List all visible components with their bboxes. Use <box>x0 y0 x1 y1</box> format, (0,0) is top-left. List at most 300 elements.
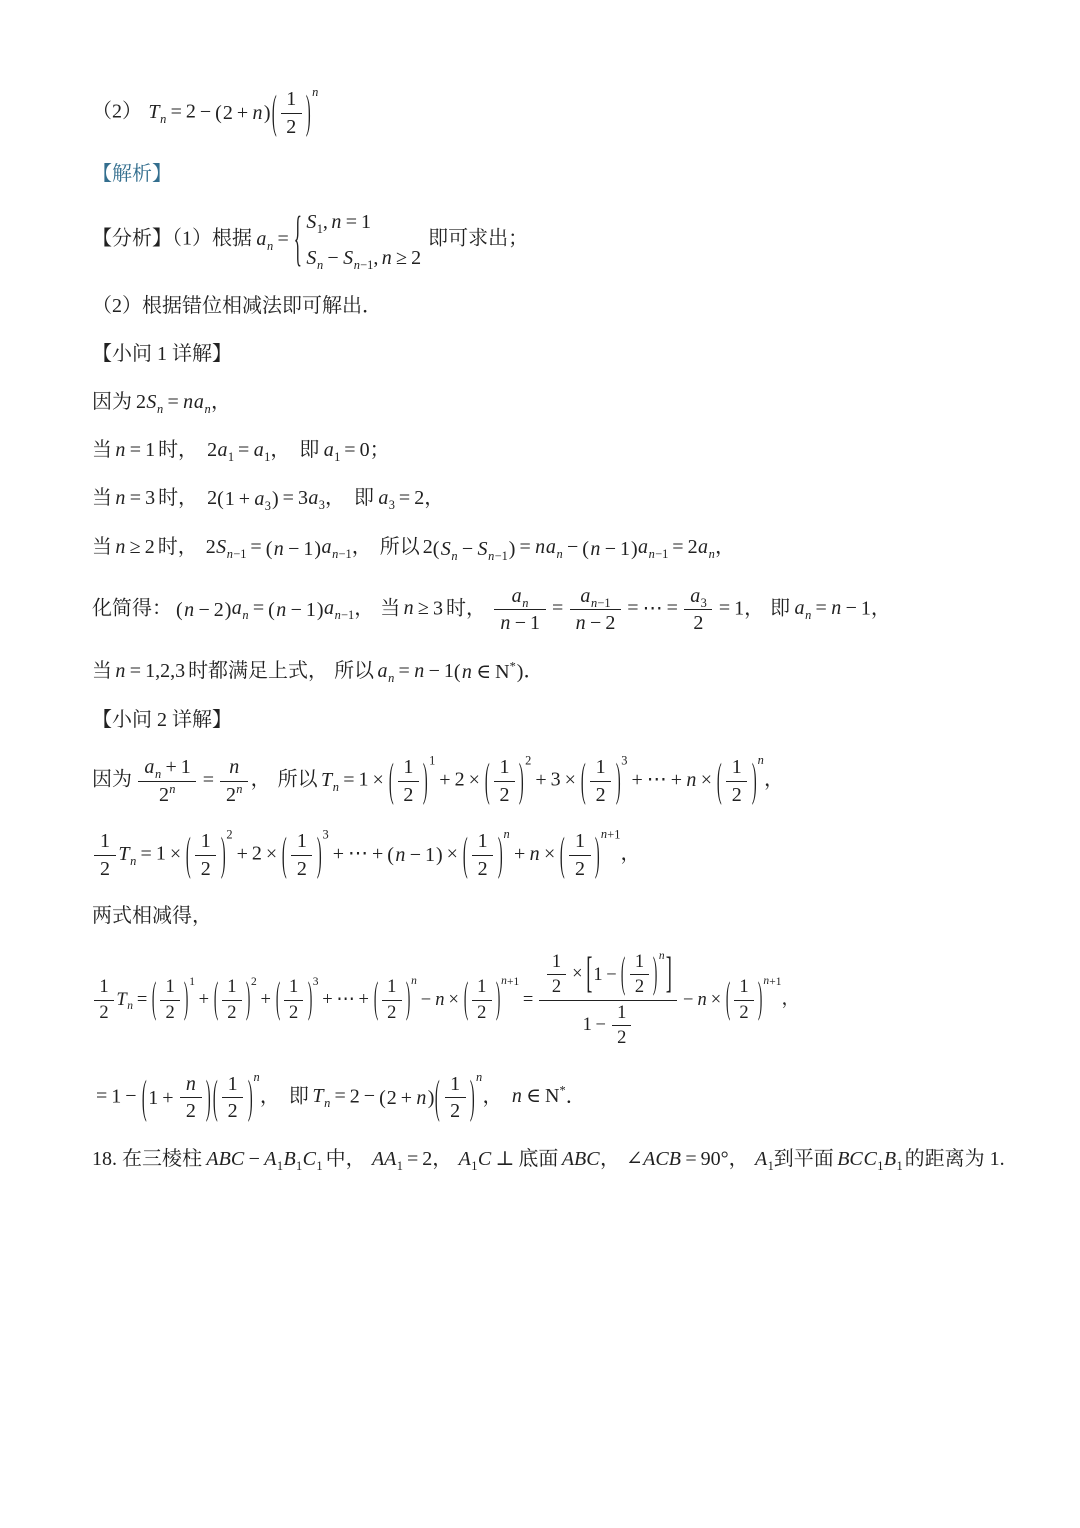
math-text: 1 <box>189 975 195 988</box>
math-subscript <box>217 438 235 464</box>
math-fraction <box>684 583 712 637</box>
math-text: 【解析】 <box>92 162 172 185</box>
math-subscript <box>323 597 355 623</box>
math-operator: − <box>288 537 300 560</box>
math-text: 2 <box>693 612 704 635</box>
math-operator: − <box>590 612 602 635</box>
math-subscript <box>377 659 395 685</box>
subquestion1-heading <box>92 340 990 368</box>
math-text: 2 <box>227 1100 238 1123</box>
math-text: 3 <box>312 975 319 988</box>
math-variable: n <box>575 612 586 635</box>
math-operator: − <box>409 844 421 867</box>
math-text: 1 <box>450 1072 461 1095</box>
math-operator: − <box>428 659 440 682</box>
math-text: 1 <box>877 1158 884 1173</box>
math-text: 1 <box>619 537 630 560</box>
math-operator: = <box>398 486 411 509</box>
math-operator: − <box>514 612 526 635</box>
step-n-equals-3 <box>92 484 990 513</box>
math-paren: ( n − 1 ) <box>268 596 323 624</box>
math-operator: = <box>250 536 262 559</box>
math-variable: n <box>501 975 507 988</box>
math-text: 1 <box>155 842 166 865</box>
math-variable: B <box>883 1147 897 1170</box>
math-variable: a <box>231 597 242 620</box>
math-subscript <box>302 1147 323 1173</box>
math-paren: ( $\frac{1}{2}$ ) <box>271 87 311 139</box>
math-fraction <box>590 754 611 808</box>
math-text: 因为 <box>92 768 132 791</box>
analysis-part1-line <box>92 208 990 272</box>
math-operator: = <box>672 536 684 559</box>
math-operator: + <box>513 842 526 865</box>
math-variable: n <box>461 661 472 683</box>
math-variable: n <box>353 257 360 272</box>
math-variable: n <box>535 536 546 559</box>
math-operator: = <box>136 989 148 1010</box>
math-subscript <box>690 584 707 610</box>
step-tn-series <box>92 754 990 808</box>
math-text: 2 <box>422 1147 433 1170</box>
math-variable: n <box>403 597 414 620</box>
math-text: 两式相减得， <box>92 904 212 927</box>
math-superscript <box>484 753 532 807</box>
math-operator: = <box>140 842 152 865</box>
math-text: ， <box>781 989 800 1010</box>
math-variable: S <box>440 537 451 560</box>
math-variable: n <box>115 486 126 509</box>
math-operator: = <box>343 768 355 791</box>
math-operator: = <box>202 768 214 791</box>
math-operator: + <box>400 1086 413 1109</box>
math-text: 1 <box>477 977 487 998</box>
math-text: 2 <box>617 1028 627 1049</box>
math-superscript <box>434 1069 483 1124</box>
math-operator: × <box>448 989 459 1010</box>
math-fraction <box>94 828 115 882</box>
math-subscript <box>883 1147 903 1173</box>
math-operator: + <box>371 842 384 865</box>
math-variable: n <box>332 547 339 562</box>
math-variable: n <box>115 438 126 461</box>
math-text: 2 <box>185 1100 196 1123</box>
math-subscript <box>343 246 374 272</box>
math-operator: = <box>167 390 179 413</box>
math-operator: = <box>815 597 827 620</box>
math-variable: n <box>324 1096 331 1111</box>
math-variable: n <box>242 608 249 623</box>
math-text: 时， <box>445 597 486 620</box>
math-text: 2 <box>634 977 645 998</box>
math-subscript <box>308 486 325 512</box>
math-fraction <box>547 950 567 1000</box>
math-text: 1 <box>148 1086 159 1109</box>
math-text: 1 <box>396 1158 403 1173</box>
math-paren: ( $\frac{1}{2}$ ) <box>463 975 501 1025</box>
math-text: 1 <box>360 210 371 233</box>
answer-part2-line <box>92 86 990 140</box>
math-variable: n <box>267 238 274 253</box>
math-text: +1 <box>769 975 782 988</box>
math-text: 【分析】（1）根据 <box>92 227 252 250</box>
math-variable: a <box>378 486 389 509</box>
math-paren: ( $\frac{1}{2}$ ) <box>560 829 600 881</box>
math-variable: n <box>697 989 707 1010</box>
math-operator: = <box>627 597 639 620</box>
math-variable: n <box>529 842 540 865</box>
math-operator: + <box>238 488 251 511</box>
math-text: 2 <box>349 1085 360 1108</box>
step-n-geq-2 <box>92 533 990 562</box>
math-paren: ( 1 + $\frac{n}{2}$ ) <box>141 1071 212 1124</box>
math-subscript <box>312 1085 331 1111</box>
math-subscript <box>754 1147 774 1173</box>
math-text: 2 <box>574 857 585 880</box>
math-text: , <box>322 210 328 233</box>
math-operator: = <box>718 597 731 620</box>
step-tn-final <box>92 1071 990 1125</box>
step-n-equals-1 <box>92 436 990 464</box>
math-text: 1 <box>111 1085 122 1108</box>
math-text: 2 <box>207 486 218 509</box>
math-fraction <box>570 583 621 637</box>
math-text: ， <box>259 1085 280 1108</box>
math-fraction <box>398 754 419 808</box>
math-text: 3 <box>264 499 271 514</box>
math-variable: a <box>697 536 708 559</box>
section-label-jiexi <box>92 160 990 188</box>
math-variable: A <box>754 1147 768 1170</box>
math-text: 3 <box>145 486 156 509</box>
math-fraction <box>382 975 402 1025</box>
step-simplify <box>92 583 990 637</box>
math-variable: n <box>183 390 194 413</box>
math-text: ， <box>744 597 765 620</box>
math-subscript <box>118 842 137 868</box>
math-text: 因为 <box>92 390 132 413</box>
math-text: 2 <box>136 390 146 413</box>
math-text: 时都满足上式， <box>188 659 329 682</box>
math-text: 1 <box>731 756 742 779</box>
math-subscript <box>256 227 274 253</box>
math-subscript <box>321 536 352 562</box>
math-variable: n <box>316 257 324 272</box>
math-paren: ( 2 + n ) <box>215 99 270 127</box>
math-fraction <box>195 828 216 882</box>
math-operator: − <box>595 1014 606 1035</box>
math-subscript <box>545 536 563 562</box>
math-text: 3 <box>322 827 329 841</box>
math-variable: n <box>332 779 339 794</box>
math-variable: S <box>216 536 227 559</box>
math-text: 2 <box>222 102 233 125</box>
math-text: 当 <box>92 536 112 559</box>
math-text: 2 <box>499 783 510 806</box>
math-text: 底面 <box>518 1147 559 1170</box>
math-paren: ( n − 1 ) <box>582 535 637 563</box>
math-fraction <box>612 1001 632 1051</box>
math-variable: n <box>115 659 126 682</box>
math-variable: n <box>127 1000 133 1013</box>
math-paren: ( $\frac{1}{2}$ ) <box>186 829 226 881</box>
math-variable: a <box>638 536 649 559</box>
math-paren: ( $\frac{1}{2}$ ) <box>435 1071 475 1124</box>
math-fraction <box>630 950 650 1000</box>
math-text: 2 <box>422 536 433 559</box>
math-variable: n <box>411 975 417 988</box>
math-operator: = <box>277 227 289 250</box>
math-text: 1 <box>471 1158 478 1173</box>
math-variable: n <box>763 975 770 988</box>
math-text: 当 <box>92 486 112 509</box>
math-subscript <box>254 485 271 513</box>
math-variable: n <box>204 401 211 416</box>
math-subscript <box>116 989 133 1013</box>
math-variable: B <box>283 1147 296 1170</box>
math-operator: − <box>420 989 432 1010</box>
math-variable: a <box>511 584 522 607</box>
math-paren: ( n − 1 ) <box>266 535 321 563</box>
math-text: 1 <box>358 768 369 791</box>
math-variable: n <box>381 246 392 269</box>
math-superscript <box>725 975 782 1024</box>
math-text: 1 <box>286 88 297 111</box>
math-subscript <box>323 438 341 464</box>
math-subscript <box>146 390 164 416</box>
math-text: 1 <box>289 977 299 998</box>
math-text: ， <box>270 438 291 461</box>
math-variable: n <box>130 853 137 868</box>
math-cases-row <box>306 244 421 272</box>
math-text: 1 <box>617 1002 627 1023</box>
math-operator: − <box>604 537 616 560</box>
math-text: 1 <box>227 1072 238 1095</box>
math-variable: a <box>323 597 334 620</box>
math-variable: n <box>276 598 287 621</box>
math-operator: − <box>566 536 579 559</box>
math-superscript <box>545 1085 566 1107</box>
math-operator: + <box>439 768 451 791</box>
math-subscript <box>148 100 167 126</box>
math-variable: n <box>160 111 167 126</box>
math-variable: T <box>321 768 333 791</box>
problem-18-line <box>92 1145 1005 1173</box>
math-subscript <box>794 597 812 623</box>
math-variable: n <box>414 659 425 682</box>
math-variable: a <box>253 438 264 461</box>
math-subscript <box>306 246 324 272</box>
math-text: 2 <box>403 783 414 806</box>
math-operator: + <box>198 989 210 1010</box>
math-text: 3 <box>621 753 628 767</box>
math-operator: − <box>606 964 617 985</box>
math-superscript <box>620 950 664 1000</box>
math-text: 2 <box>207 438 218 461</box>
math-text: 2 <box>296 857 307 880</box>
math-variable: n <box>435 989 445 1010</box>
math-operator: + <box>535 768 547 791</box>
math-text: ， <box>432 1147 453 1170</box>
math-text: −1 <box>341 608 355 623</box>
math-operator: − <box>845 597 857 620</box>
math-text: 1 <box>303 537 314 560</box>
math-fraction <box>222 1071 243 1125</box>
math-subscript <box>511 584 529 610</box>
math-variable: a <box>308 486 319 509</box>
math-fraction <box>291 828 312 882</box>
math-text: 1 <box>99 977 109 998</box>
math-subscript <box>321 768 340 794</box>
math-variable: a <box>690 584 701 607</box>
math-text: ⋯ <box>336 989 355 1010</box>
math-operator: = <box>334 1085 346 1108</box>
math-operator: × <box>265 842 278 865</box>
math-variable: a <box>254 488 265 511</box>
math-text: 2 <box>225 783 236 806</box>
math-superscript <box>559 827 621 881</box>
math-text: 即 <box>770 597 791 620</box>
math-subscript <box>863 1147 884 1173</box>
math-text: ， <box>250 768 271 791</box>
math-paren: ( $\frac{1}{2}$ ) <box>275 975 313 1025</box>
math-text: 1 <box>896 1158 903 1173</box>
math-text: ， <box>715 536 736 559</box>
math-variable: C <box>477 1147 492 1170</box>
math-text: ⋯ <box>646 768 667 791</box>
math-operator: ≥ <box>396 246 408 269</box>
math-paren: ( $\frac{1}{2}$ ) <box>212 1071 253 1124</box>
math-operator: ∈ <box>476 661 492 683</box>
math-text: 1 <box>227 449 235 464</box>
math-variable: A <box>264 1147 277 1170</box>
math-variable: n <box>500 612 511 635</box>
math-operator: × <box>372 768 384 791</box>
math-superscript <box>495 658 516 686</box>
math-superscript <box>462 827 510 881</box>
math-subscript <box>697 536 715 562</box>
math-text: 1 <box>574 830 585 853</box>
math-variable: n <box>334 608 341 623</box>
math-paren: ( $\frac{1}{2}$ ) <box>282 829 322 881</box>
math-text: 所以 <box>277 768 318 791</box>
math-text: * <box>559 1083 566 1098</box>
math-variable: n <box>236 781 243 796</box>
math-text: 1 <box>551 951 562 972</box>
math-operator: × <box>446 842 458 865</box>
math-subscript <box>477 535 508 563</box>
math-variable: S <box>306 246 317 269</box>
math-text: ， <box>351 536 372 559</box>
math-variable: n <box>488 548 495 563</box>
math-text: 2 <box>386 1086 397 1109</box>
math-paren: ( $\frac{1}{2}$ ) <box>388 755 429 807</box>
math-variable: n <box>511 1085 522 1108</box>
math-text: 1 <box>429 753 436 767</box>
math-operator: × <box>544 842 556 865</box>
math-text: ， <box>764 768 785 791</box>
math-text: 1 <box>224 488 235 511</box>
math-text: 0 <box>359 438 370 461</box>
math-variable: n <box>388 670 395 685</box>
math-variable: n <box>226 547 233 562</box>
math-text: ． <box>565 1085 586 1108</box>
math-subscript <box>264 1147 284 1173</box>
math-paren: ( $\frac{1}{2}$ ) <box>620 950 658 1000</box>
math-paren: ( n − 1 ) <box>387 841 442 869</box>
math-text: 1 <box>739 977 749 998</box>
math-text: ， <box>210 390 231 413</box>
math-variable: n <box>503 827 510 841</box>
step-because-2sn <box>92 388 990 416</box>
math-paren: ( $\frac{1}{2}$ ) <box>213 975 251 1025</box>
math-text: 的距离为 1. <box>904 1147 1005 1170</box>
math-operator: ∈ <box>526 1085 542 1108</box>
math-subscript <box>378 486 395 512</box>
math-text: , <box>373 246 379 269</box>
math-text: −1 <box>233 547 247 562</box>
math-text: 1 <box>316 1158 323 1173</box>
math-cases: { $S_1$, n = 1 $S_n - S_{n-1}$, n ≥ 2 <box>293 206 422 274</box>
math-operator: ⊥ <box>495 1147 515 1170</box>
math-variable: n <box>556 547 563 562</box>
math-paren: ( $\frac{1}{2}$ ) <box>151 975 189 1025</box>
math-text: 2 <box>450 1100 461 1123</box>
math-text: ； <box>369 438 390 461</box>
math-text: 时， <box>158 486 199 509</box>
math-operator: − <box>461 537 474 560</box>
math-operator: = <box>398 659 410 682</box>
math-variable: S <box>343 246 354 269</box>
math-operator: + <box>236 102 249 125</box>
math-text: 时， <box>157 536 198 559</box>
math-operator: + <box>332 842 344 865</box>
math-operator: × <box>564 768 576 791</box>
math-text: 即 <box>288 1085 309 1108</box>
math-text: 即 <box>299 438 320 461</box>
math-variable: AA <box>371 1147 397 1170</box>
math-variable: n <box>600 827 608 841</box>
math-paren: ( $\frac{1}{2}$ ) <box>484 755 525 807</box>
math-operator: − <box>290 598 302 621</box>
math-operator: + <box>162 1086 174 1109</box>
math-text: 当 <box>380 597 401 620</box>
math-text: 1 <box>499 756 510 779</box>
math-variable: C <box>863 1147 877 1170</box>
math-text: +1 <box>607 827 621 841</box>
math-variable: S <box>477 537 488 560</box>
math-text: 2 <box>99 1002 109 1023</box>
math-text: 1 <box>593 964 603 985</box>
math-text: 1 <box>334 449 341 464</box>
math-subscript <box>231 597 249 623</box>
math-operator: ≥ <box>129 536 141 559</box>
math-variable: n <box>590 537 601 560</box>
math-operator: + <box>358 989 369 1010</box>
math-subscript <box>193 390 211 416</box>
math-operator: − <box>327 246 339 269</box>
math-variable: n <box>253 1069 260 1084</box>
math-operator: + <box>631 768 643 791</box>
math-text: 2 <box>289 1002 299 1023</box>
math-operator: = <box>282 486 294 509</box>
math-paren: ( 2 + n ) <box>379 1084 434 1112</box>
math-variable: n <box>648 547 655 562</box>
math-variable: n <box>708 547 715 562</box>
math-text: 1 <box>165 977 175 998</box>
math-variable: n <box>831 597 842 620</box>
math-paren: ( $\frac{1}{2}$ ) <box>373 975 411 1025</box>
